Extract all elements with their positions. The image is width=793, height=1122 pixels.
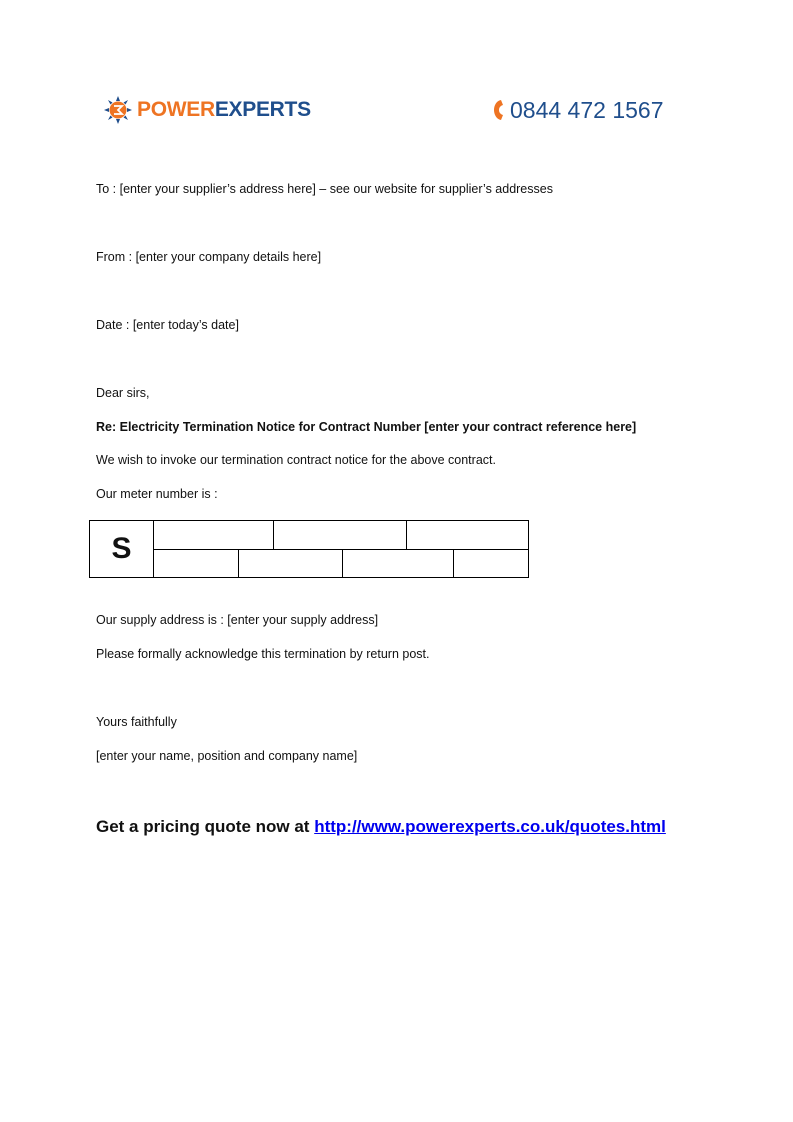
cta-text: Get a pricing quote now at bbox=[96, 817, 315, 836]
from-line: From : [enter your company details here] bbox=[96, 250, 322, 264]
salutation: Dear sirs, bbox=[96, 386, 150, 400]
phone-number: 0844 472 1567 bbox=[510, 97, 664, 123]
signature-line: [enter your name, position and company name] bbox=[96, 749, 358, 763]
meter-cell-bottom-2[interactable] bbox=[239, 550, 343, 577]
to-line: To : [enter your supplier’s address here] – see our website for supplier’s addresses bbox=[96, 182, 553, 196]
quotes-link[interactable]: http://www.powerexperts.co.uk/quotes.html bbox=[314, 817, 666, 836]
closing-line: Yours faithfully bbox=[96, 715, 177, 729]
supply-address-line: Our supply address is : [enter your supply address] bbox=[96, 613, 379, 627]
subject-line: Re: Electricity Termination Notice for Contract Number [enter your contract reference here] bbox=[96, 420, 637, 434]
meter-cell-bottom-1[interactable] bbox=[154, 550, 239, 577]
meter-prefix-cell: S bbox=[90, 521, 154, 577]
header-phone bbox=[492, 95, 664, 125]
meter-cell-bottom-4[interactable] bbox=[454, 550, 528, 577]
meter-cell-top-1[interactable] bbox=[154, 521, 274, 550]
meter-cell-bottom-3[interactable] bbox=[343, 550, 454, 577]
brand-logo bbox=[102, 94, 311, 126]
logo-word-experts: EXPERTS bbox=[214, 98, 311, 121]
meter-number-grid bbox=[89, 520, 529, 578]
meter-label: Our meter number is : bbox=[96, 487, 218, 501]
phone-icon bbox=[492, 99, 506, 121]
logo-word-power: POWER bbox=[137, 98, 215, 121]
body-paragraph: We wish to invoke our termination contract notice for the above contract. bbox=[96, 453, 496, 467]
power-experts-logo-icon bbox=[102, 94, 134, 126]
date-line: Date : [enter today’s date] bbox=[96, 318, 239, 332]
meter-cell-top-3[interactable] bbox=[407, 521, 528, 550]
meter-cell-top-2[interactable] bbox=[274, 521, 407, 550]
quote-cta bbox=[96, 816, 666, 838]
acknowledge-line: Please formally acknowledge this termination by return post. bbox=[96, 647, 430, 661]
